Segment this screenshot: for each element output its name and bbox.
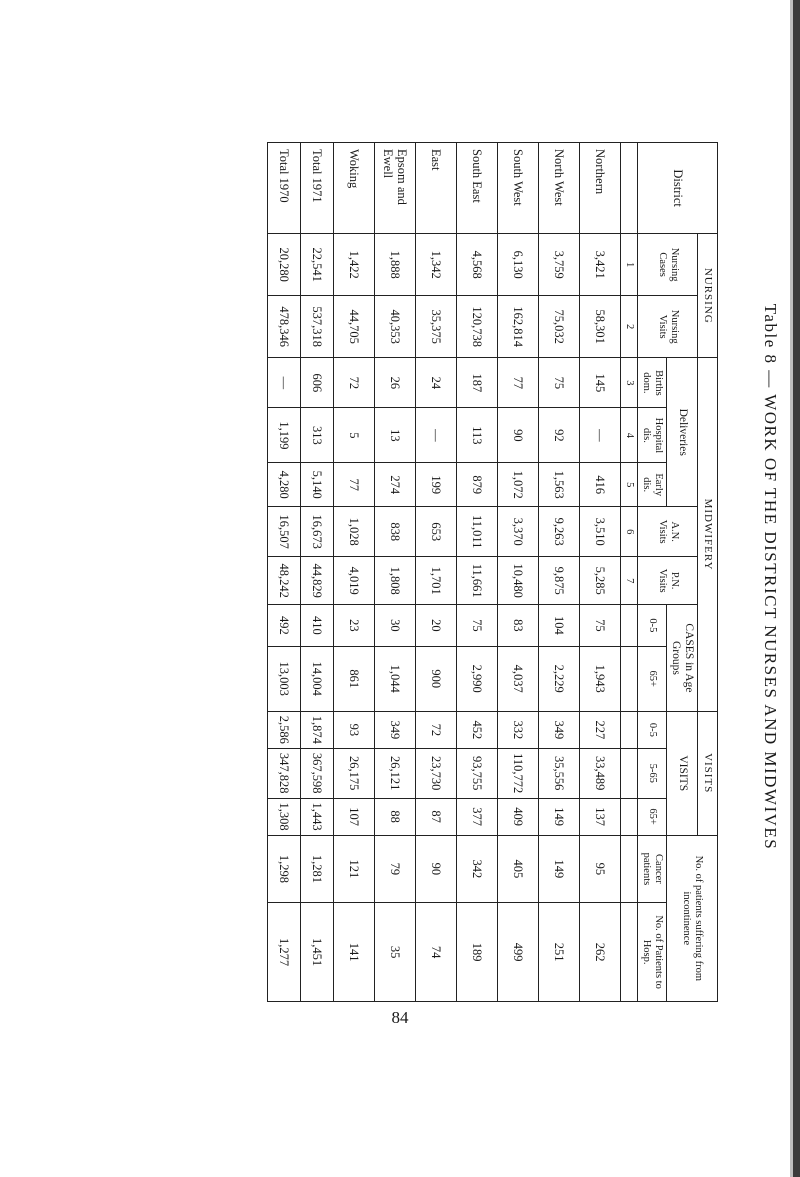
cell: 347,828: [267, 748, 300, 798]
table-row: [415, 143, 456, 1002]
col-number-blank: [620, 646, 637, 711]
cell: 405: [497, 835, 538, 903]
col-number: 6: [620, 507, 637, 557]
cell: 26,121: [374, 748, 415, 798]
cell: 3,510: [579, 507, 620, 557]
cell: 90: [415, 835, 456, 903]
district-nurses-table: [267, 142, 718, 1002]
header-age-0-5: 0-5: [637, 605, 666, 647]
district-name: South West: [497, 143, 538, 234]
cell: 452: [456, 711, 497, 748]
col-number: 3: [620, 358, 637, 408]
total-label: Total 1971: [300, 143, 333, 234]
cell: 9,263: [538, 507, 579, 557]
header-hospital-dis: Hospital dis.: [637, 408, 666, 463]
cell: 6,130: [497, 234, 538, 296]
table-row: [333, 143, 374, 1002]
cell: 75: [579, 605, 620, 647]
cell: 861: [333, 646, 374, 711]
cell: 110,772: [497, 748, 538, 798]
cell: 313: [300, 408, 333, 463]
cell: 5: [333, 408, 374, 463]
cell: —: [415, 408, 456, 463]
cell: 4,037: [497, 646, 538, 711]
table-row: [579, 143, 620, 1002]
header-pn-visits: P.N. Visits: [637, 557, 698, 605]
cell: 1,044: [374, 646, 415, 711]
header-visits-ages: VISITS: [666, 711, 697, 835]
total-label: Total 1970: [267, 143, 300, 234]
cell: 416: [579, 463, 620, 507]
cell: 104: [538, 605, 579, 647]
cell: 145: [579, 358, 620, 408]
district-name: South East: [456, 143, 497, 234]
table-caption: Table 8 — WORK OF THE DISTRICT NURSES AND MIDWIVES: [761, 303, 780, 851]
cell: 3,421: [579, 234, 620, 296]
district-name: East: [415, 143, 456, 234]
header-cancer-patients: Cancer patients: [637, 835, 666, 903]
header-incontinence: No. of patients suffering from incontinence: [666, 835, 717, 1001]
cell: 87: [415, 798, 456, 835]
cell: 1,072: [497, 463, 538, 507]
cell: 58,301: [579, 296, 620, 358]
col-number: 7: [620, 557, 637, 605]
cell: 2,990: [456, 646, 497, 711]
cell: 262: [579, 903, 620, 1002]
cell: 120,738: [456, 296, 497, 358]
page-number: 84: [391, 1008, 409, 1027]
cell: 879: [456, 463, 497, 507]
cell: 349: [374, 711, 415, 748]
cell: 1,701: [415, 557, 456, 605]
cell: 40,353: [374, 296, 415, 358]
cell: 499: [497, 903, 538, 1002]
cell: 3,759: [538, 234, 579, 296]
cell: 274: [374, 463, 415, 507]
cell: 20: [415, 605, 456, 647]
header-early-dis: Early dis.: [637, 463, 666, 507]
district-name: North West: [538, 143, 579, 234]
header-age-65-plus: 65+: [637, 646, 666, 711]
cell: 23,730: [415, 748, 456, 798]
cell: 13,003: [267, 646, 300, 711]
cell: 3,370: [497, 507, 538, 557]
cell: 75: [538, 358, 579, 408]
cell: 20,280: [267, 234, 300, 296]
col-number: 4: [620, 408, 637, 463]
cell: 121: [333, 835, 374, 903]
cell: 30: [374, 605, 415, 647]
cell: 149: [538, 798, 579, 835]
col-number-blank: [620, 748, 637, 798]
cell: 478,346: [267, 296, 300, 358]
cell: 92: [538, 408, 579, 463]
cell: 48,242: [267, 557, 300, 605]
cell: 24: [415, 358, 456, 408]
cell: 349: [538, 711, 579, 748]
cell: 35,556: [538, 748, 579, 798]
cell: 93: [333, 711, 374, 748]
cell: 377: [456, 798, 497, 835]
cell: 72: [333, 358, 374, 408]
header-cases-age-groups: CASES in Age Groups: [666, 605, 697, 712]
total-row: [267, 143, 300, 1002]
header-nursing: NURSING: [698, 234, 718, 358]
rotated-table-block: [230, 112, 780, 1042]
header-visits: VISITS: [698, 711, 718, 835]
cell: 149: [538, 835, 579, 903]
cell: 11,011: [456, 507, 497, 557]
cell: —: [579, 408, 620, 463]
header-v-0-5: 0-5: [637, 711, 666, 748]
cell: 1,422: [333, 234, 374, 296]
total-row: [300, 143, 333, 1002]
cell: 44,829: [300, 557, 333, 605]
header-nursing-visits: Nursing Visits: [637, 296, 698, 358]
cell: 5,140: [300, 463, 333, 507]
cell: 26: [374, 358, 415, 408]
cell: 4,568: [456, 234, 497, 296]
cell: 35,375: [415, 296, 456, 358]
cell: 189: [456, 903, 497, 1002]
district-name: Northern: [579, 143, 620, 234]
col-number-blank: [620, 798, 637, 835]
cell: 838: [374, 507, 415, 557]
col-number-blank: [620, 903, 637, 1002]
cell: 1,874: [300, 711, 333, 748]
cell: 227: [579, 711, 620, 748]
table-row: [497, 143, 538, 1002]
cell: 1,308: [267, 798, 300, 835]
cell: 1,943: [579, 646, 620, 711]
cell: 1,277: [267, 903, 300, 1002]
cell: 9,875: [538, 557, 579, 605]
cell: 72: [415, 711, 456, 748]
table-row: [456, 143, 497, 1002]
cell: 79: [374, 835, 415, 903]
cell: 22,541: [300, 234, 333, 296]
cell: 107: [333, 798, 374, 835]
cell: 537,318: [300, 296, 333, 358]
cell: 4,019: [333, 557, 374, 605]
scan-edge: [793, 0, 800, 1177]
cell: —: [267, 358, 300, 408]
header-district: District: [637, 143, 717, 234]
col-number: 2: [620, 296, 637, 358]
header-midwifery: MIDWIFERY: [698, 358, 718, 711]
cell: 1,443: [300, 798, 333, 835]
cell: 141: [333, 903, 374, 1002]
cell: 23: [333, 605, 374, 647]
cell: 2,229: [538, 646, 579, 711]
col-number-blank: [620, 605, 637, 647]
cell: 14,004: [300, 646, 333, 711]
cell: 1,808: [374, 557, 415, 605]
header-patients-to-hosp: No. of Patients to Hosp.: [637, 903, 666, 1002]
header-an-visits: A.N. Visits: [637, 507, 698, 557]
cell: 1,281: [300, 835, 333, 903]
cell: 33,489: [579, 748, 620, 798]
table-row: [538, 143, 579, 1002]
cell: 95: [579, 835, 620, 903]
col-number-blank: [620, 143, 637, 234]
header-deliveries: Deliveries: [666, 358, 697, 507]
cell: 1,199: [267, 408, 300, 463]
cell: 11,661: [456, 557, 497, 605]
cell: 5,285: [579, 557, 620, 605]
cell: 90: [497, 408, 538, 463]
cell: 113: [456, 408, 497, 463]
cell: 35: [374, 903, 415, 1002]
cell: 653: [415, 507, 456, 557]
cell: 93,755: [456, 748, 497, 798]
cell: 409: [497, 798, 538, 835]
col-number-blank: [620, 835, 637, 903]
cell: 75: [456, 605, 497, 647]
cell: 162,814: [497, 296, 538, 358]
cell: 1,342: [415, 234, 456, 296]
cell: 900: [415, 646, 456, 711]
cell: 1,028: [333, 507, 374, 557]
header-v-65-plus: 65+: [637, 798, 666, 835]
cell: 492: [267, 605, 300, 647]
district-name: Woking: [333, 143, 374, 234]
col-number: 1: [620, 234, 637, 296]
cell: 137: [579, 798, 620, 835]
cell: 16,507: [267, 507, 300, 557]
cell: 187: [456, 358, 497, 408]
cell: 1,888: [374, 234, 415, 296]
cell: 10,480: [497, 557, 538, 605]
cell: 16,673: [300, 507, 333, 557]
cell: 1,563: [538, 463, 579, 507]
cell: 74: [415, 903, 456, 1002]
cell: 83: [497, 605, 538, 647]
cell: 88: [374, 798, 415, 835]
header-v-5-65: 5-65: [637, 748, 666, 798]
cell: 1,298: [267, 835, 300, 903]
cell: 606: [300, 358, 333, 408]
cell: 13: [374, 408, 415, 463]
header-nursing-cases: Nursing Cases: [637, 234, 698, 296]
cell: 342: [456, 835, 497, 903]
cell: 251: [538, 903, 579, 1002]
cell: 75,032: [538, 296, 579, 358]
cell: 4,280: [267, 463, 300, 507]
cell: 367,598: [300, 748, 333, 798]
col-number-blank: [620, 711, 637, 748]
cell: 410: [300, 605, 333, 647]
cell: 332: [497, 711, 538, 748]
table-row: [374, 143, 415, 1002]
district-name: Epsom and Ewell: [374, 143, 415, 234]
cell: 26,175: [333, 748, 374, 798]
cell: 1,451: [300, 903, 333, 1002]
cell: 199: [415, 463, 456, 507]
header-births-dom: Births dom.: [637, 358, 666, 408]
cell: 44,705: [333, 296, 374, 358]
cell: 77: [497, 358, 538, 408]
cell: 77: [333, 463, 374, 507]
col-number: 5: [620, 463, 637, 507]
cell: 2,586: [267, 711, 300, 748]
